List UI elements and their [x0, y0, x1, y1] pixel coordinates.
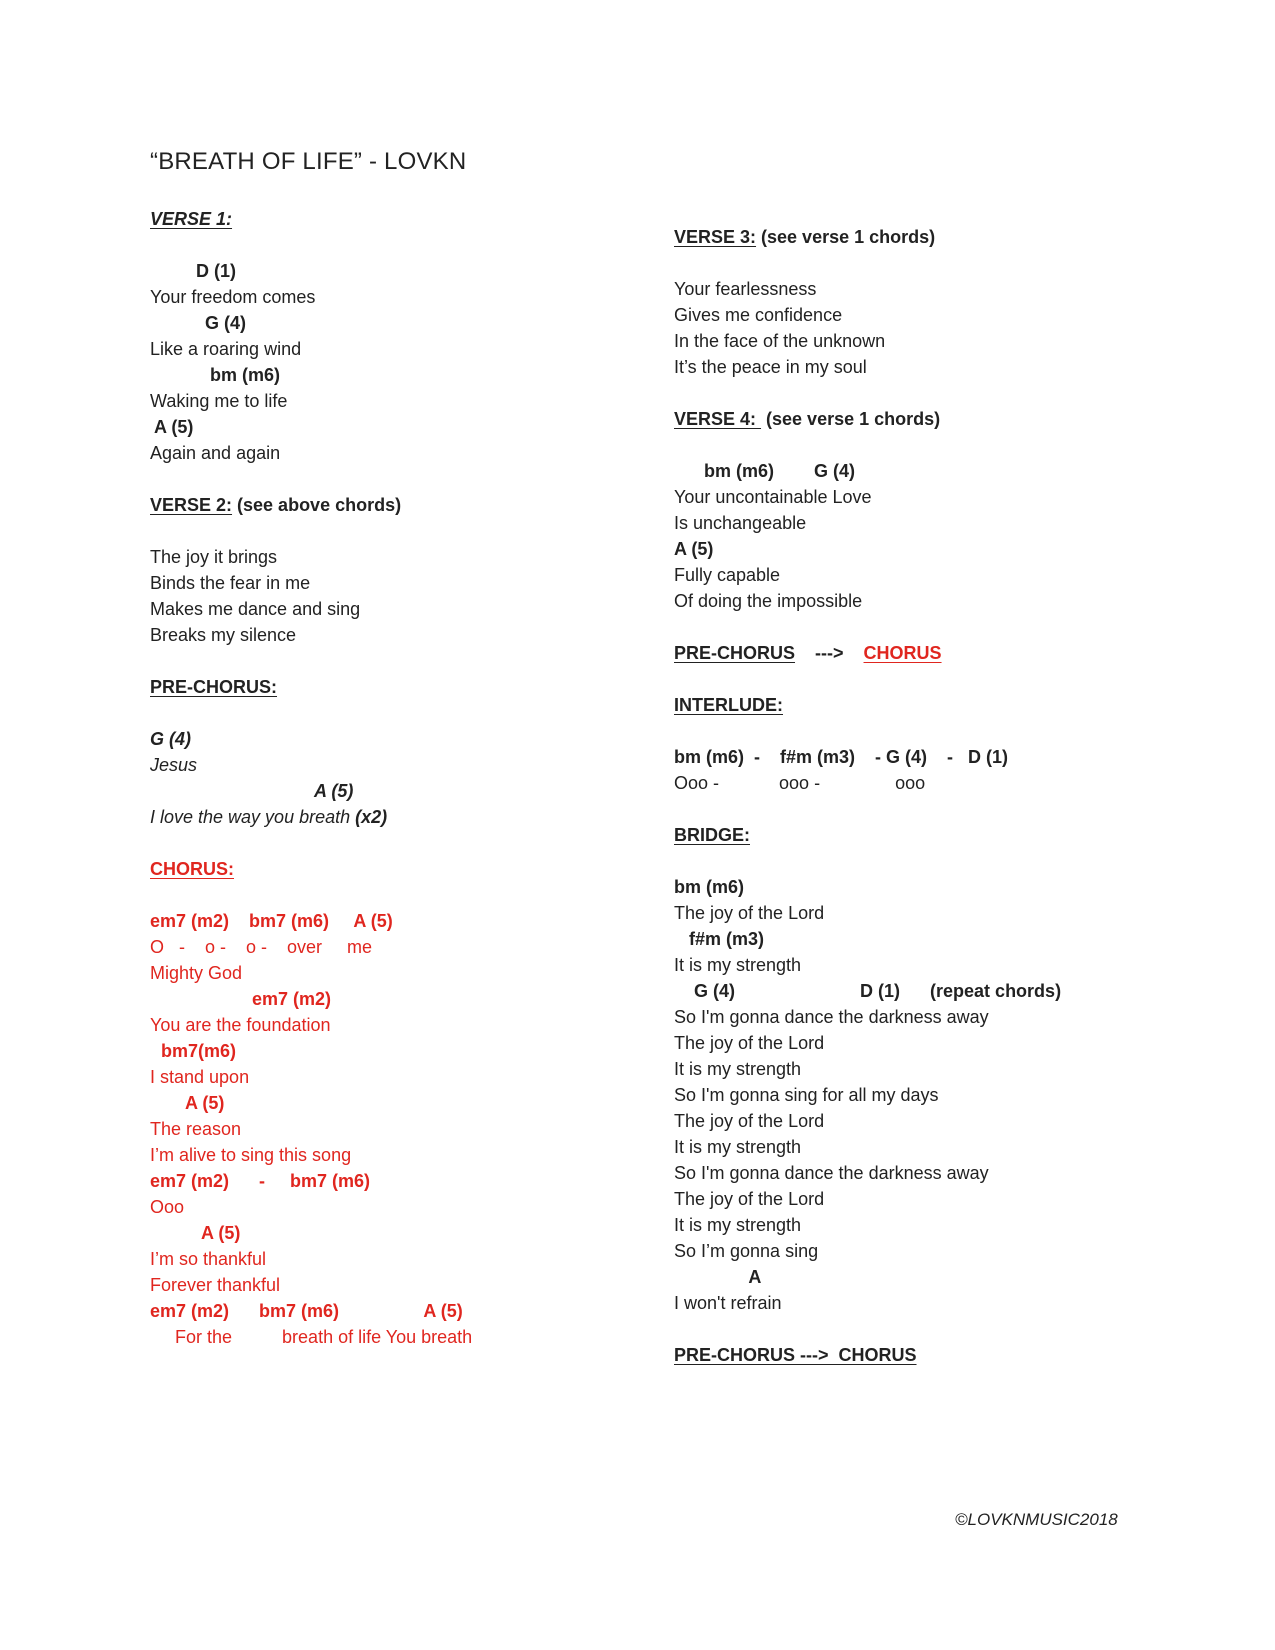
- bridge-chord: A: [674, 1267, 762, 1287]
- verse4-lyric: Is unchangeable: [674, 513, 807, 533]
- flow-prechorus-chorus-final: PRE-CHORUS ---> CHORUS: [674, 1345, 917, 1365]
- interlude-chords: bm (m6) - f#m (m3) - G (4) - D (1): [674, 747, 1009, 767]
- bridge-lyric: The joy of the Lord: [674, 1033, 825, 1053]
- verse1-lyric: Your freedom comes: [150, 287, 316, 307]
- verse2-lyric: The joy it brings: [150, 547, 278, 567]
- bridge-lyric: It is my strength: [674, 955, 802, 975]
- verse3-lyric: Your fearlessness: [674, 279, 817, 299]
- verse2-note: (see above chords): [232, 495, 402, 515]
- verse4-chord: A (5): [674, 539, 714, 559]
- chorus-lyric: O - o - o - over me: [150, 937, 373, 957]
- interlude-lyric: Ooo - ooo - ooo: [674, 773, 926, 793]
- verse1-lyric: Waking me to life: [150, 391, 288, 411]
- verse2-heading-row: [150, 494, 401, 516]
- verse2-lyric: Makes me dance and sing: [150, 599, 361, 619]
- verse1-chord: A (5): [154, 417, 194, 437]
- chorus-chord: em7 (m2) - bm7 (m6): [150, 1171, 371, 1191]
- flow-arrow: --->: [795, 643, 864, 663]
- bridge-lyric: So I'm gonna sing for all my days: [674, 1085, 939, 1105]
- chorus-heading: CHORUS:: [150, 859, 234, 879]
- verse3-heading: VERSE 3:: [674, 227, 757, 247]
- chorus-chord: A (5): [201, 1223, 241, 1243]
- prechorus-lyric: I love the way you breath: [150, 807, 356, 827]
- flow-chorus: CHORUS: [863, 643, 942, 663]
- chorus-chord: bm7(m6): [156, 1041, 237, 1061]
- chorus-lyric: You are the foundation: [150, 1015, 331, 1035]
- bridge-lyric: The joy of the Lord: [674, 1189, 825, 1209]
- prechorus-heading: PRE-CHORUS:: [150, 677, 278, 697]
- verse2-heading: VERSE 2:: [150, 495, 233, 515]
- bridge-lyric: It is my strength: [674, 1137, 802, 1157]
- verse1-lyric: Again and again: [150, 443, 281, 463]
- bridge-lyric: It is my strength: [674, 1059, 802, 1079]
- flow-prechorus-chorus: [674, 642, 942, 664]
- verse4-lyric: Of doing the impossible: [674, 591, 863, 611]
- bridge-lyric: The joy of the Lord: [674, 1111, 825, 1131]
- chorus-lyric: For the breath of life You breath: [150, 1327, 473, 1347]
- song-title: “BREATH OF LIFE” - LOVKN: [150, 148, 467, 175]
- bridge-lyric: I won't refrain: [674, 1293, 782, 1313]
- verse3-lyric: Gives me confidence: [674, 305, 843, 325]
- chorus-lyric: Ooo: [150, 1197, 185, 1217]
- bridge-lyric: So I'm gonna dance the darkness away: [674, 1163, 989, 1183]
- chorus-chord: em7 (m2) bm7 (m6) A (5): [150, 911, 393, 931]
- prechorus-lyric-row: [150, 806, 387, 828]
- interlude-heading: INTERLUDE:: [674, 695, 783, 715]
- chorus-lyric: I stand upon: [150, 1067, 250, 1087]
- bridge-chord: G (4) D (1) (repeat chords): [674, 981, 1062, 1001]
- verse2-lyric: Binds the fear in me: [150, 573, 311, 593]
- bridge-lyric: So I'm gonna dance the darkness away: [674, 1007, 989, 1027]
- chorus-lyric: Mighty God: [150, 963, 243, 983]
- bridge-heading: BRIDGE:: [674, 825, 750, 845]
- bridge-lyric: It is my strength: [674, 1215, 802, 1235]
- verse1-chord: G (4): [205, 313, 247, 333]
- verse4-heading: VERSE 4:: [674, 409, 762, 429]
- flow-prechorus: PRE-CHORUS: [674, 643, 796, 663]
- verse1-chord: D (1): [196, 261, 236, 281]
- verse1-lyric: Like a roaring wind: [150, 339, 302, 359]
- verse4-heading-row: [674, 408, 940, 430]
- verse3-note: (see verse 1 chords): [756, 227, 936, 247]
- verse4-lyric: Your uncontainable Love: [674, 487, 872, 507]
- bridge-chord: f#m (m3): [674, 929, 765, 949]
- prechorus-chord: G (4): [150, 729, 192, 749]
- chorus-lyric: The reason: [150, 1119, 242, 1139]
- chorus-lyric: Forever thankful: [150, 1275, 281, 1295]
- verse4-lyric: Fully capable: [674, 565, 781, 585]
- chorus-chord: A (5): [185, 1093, 225, 1113]
- prechorus-repeat: (x2): [355, 807, 388, 827]
- chorus-lyric: I’m alive to sing this song: [150, 1145, 352, 1165]
- verse1-heading: VERSE 1:: [150, 209, 233, 229]
- prechorus-chord: A (5): [314, 781, 354, 801]
- chorus-chord: em7 (m2) bm7 (m6) A (5): [150, 1301, 463, 1321]
- verse3-lyric: It’s the peace in my soul: [674, 357, 867, 377]
- bridge-lyric: So I’m gonna sing: [674, 1241, 819, 1261]
- verse3-lyric: In the face of the unknown: [674, 331, 886, 351]
- bridge-chord: bm (m6): [674, 877, 745, 897]
- chorus-chord: em7 (m2): [252, 989, 332, 1009]
- copyright: ©LOVKNMUSIC2018: [955, 1510, 1118, 1529]
- verse4-chord: bm (m6) G (4): [674, 461, 856, 481]
- verse3-heading-row: [674, 226, 935, 248]
- prechorus-lyric: Jesus: [150, 755, 198, 775]
- bridge-lyric: The joy of the Lord: [674, 903, 825, 923]
- chorus-lyric: I’m so thankful: [150, 1249, 267, 1269]
- verse4-note: (see verse 1 chords): [761, 409, 941, 429]
- verse1-chord: bm (m6): [210, 365, 281, 385]
- verse2-lyric: Breaks my silence: [150, 625, 297, 645]
